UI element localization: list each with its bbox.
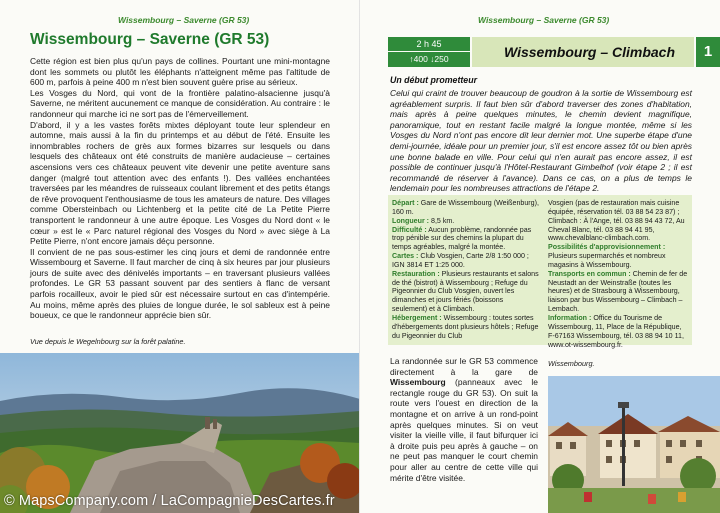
- stage-subhead: Un début prometteur: [390, 75, 477, 85]
- info-item: Restauration : Plusieurs restaurants et salons de thé (bistrot) à Wissembourg ; Refuge du Pigeonnier du Club Vosgien, ouvert les dimanches et jours fériés (boissons seulement) et à Climbach.: [392, 269, 539, 314]
- paragraph: D'abord, il y a les vastes forêts mixtes déployant toute leur splendeur en automne, mais aussi à la fin du printemps et au début de l'été. Ensuite les innombrables rochers de grès aux formes bizarres sur lesquels ou dans lesquels des châteaux ont été construits de manière audacieuse – certaines ascensions vers ces châteaux peuvent vite devenir une petite aventure sans danger (malgré tout attention avec des enfants !). Des vallées enchantées traversées par les méandres de ruisseaux coulant librement et des petits étangs de rêve provoquent l'enthousiasme de tous les amateurs de nature. Des villages comme Obersteinbach ou Lichtenberg et la petite cité de La Petite Pierre transportent le randonneur à une autre époque. Les Vosges du Nord dont « le cœur » est le « Parc naturel régional des Vosges du Nord » avec siège à La Petite Pierre, n'ont encore jamais déçu personne.: [30, 119, 330, 247]
- stage-number: 1: [696, 37, 720, 67]
- wissembourg-square-photo: [548, 376, 720, 513]
- info-column-left: [392, 199, 540, 341]
- photo-caption: Vue depuis le Wegelnbourg sur la forêt palatine.: [30, 337, 186, 346]
- paragraph: Cette région est bien plus qu'un pays de collines. Pourtant une mini-montagne dont les sommets ou plutôt les éléphants n'atteignent même pas l'altitude de 600 m, parfois à peine 400 m n'est bien souvent guère prise au sérieux.: [30, 56, 330, 88]
- info-item: Vosgien (pas de restauration mais cuisine équipée, réservation tél. 03 88 54 23 87) ; Climbach : À l'Ange, tél. 03 88 94 43 72, Au Cheval Blanc, tél. 03 88 94 41 95, www.chevalblanc-climbach.com.: [548, 199, 685, 243]
- route-description: La randonnée sur le GR 53 commence directement à la gare de Wissembourg (panneaux avec le rectangle rouge du GR 53). On suit la route vers l'ouest en direction de la montagne et on arrive à un rond-point après quelques minutes. Si on veut visiter la vieille ville, il faut bifurquer ici à droite puis peu après à gauche – on ne peut pas manquer le court chemin pour aller au centre de cette ville qui mérite d'être visitée.: [390, 356, 538, 483]
- left-body-text: [30, 56, 330, 321]
- castle-ruins-photo: [0, 353, 360, 513]
- route-bold-word: Wissembourg: [390, 377, 446, 388]
- duration-badge: 2 h 45: [388, 37, 470, 51]
- info-item: Transports en commun : Chemin de fer de Neustadt an der Weinstraße (toutes les heures) et de Strasbourg à Wissembourg, liaison par bus Wissembourg – Climbach – Lembach.: [548, 269, 688, 314]
- stage-intro: Celui qui craint de trouver beaucoup de goudron à la sortie de Wissembourg est agréablement surpris. Il faut bien sûr d'abord traverser des zones d'habitation, mais après à peine quelques minutes, le chemin devient magnifique, panoramique, tout en restant facile malgré la longue montée, même si les Vosges du Nord n'ont pas encore dit leur dernier mot. Une superbe étape d'une demi-journée, idéale pour un premier jour, s'il est encore assez tôt ou bien après une bonne balade en ville. Pour celui qui n'en aurait pas encore assez, il est possible de continuer jusqu'à l'Hôtel-Restaurant Gimbelhof (voir étape 2 ; il est recommandé de réserver à l'avance). Dans ce cas, on a plus de temps le lendemain pour les nombreuses attractions de l'étape 2.: [390, 88, 692, 194]
- stage-title: Wissembourg – Climbach: [504, 44, 676, 60]
- info-item: Difficulté : Aucun problème, randonnée pas trop pénible sur des chemins la plupart du temps agréables, malgré la montée.: [392, 225, 532, 252]
- info-item: Hébergement : Wissembourg : toutes sortes d'hébergements dont plusieurs hôtels ; Refuge du Pigeonnier du Club: [392, 313, 539, 340]
- running-head: Wissembourg – Saverne (GR 53): [118, 15, 250, 25]
- stage-stats: [388, 37, 470, 67]
- elevation-badge: ↑400 ↓250: [388, 52, 470, 67]
- info-item: Longueur : 8,5 km.: [392, 216, 455, 225]
- photo-caption: Wissembourg.: [548, 359, 595, 368]
- info-item: Possibilités d'approvisionnement : Plusieurs supermarchés et nombreux magasins à Wissembourg.: [548, 243, 666, 269]
- paragraph: Les Vosges du Nord, qui vont de la frontière palatino-alsacienne jusqu'à Saverne, ne méritent aucunement ce manque de considération. Au contraire : le randonneur qui marche ici ne sort pas de l'émerveillement.: [30, 87, 330, 119]
- info-column-right: [548, 199, 690, 349]
- info-item: Information : Office du Tourisme de Wissembourg, 11, Place de la République, F-67163 Wissembourg, tél. 03 88 94 10 11, www.ot-wissembourg.fr.: [548, 313, 684, 349]
- info-item: Cartes : Club Vosgien, Carte 2/8 1:50 000 ; IGN 3814 ET 1:25 000.: [392, 252, 529, 269]
- paragraph: Il convient de ne pas sous-estimer les cinq jours et demi de randonnée entre Wissembourg et Saverne. Il faut marcher de cinq à six heures par jour plusieurs jours de suite avec des dénivelés importants – en traversant plusieurs vallées profondes. Le GR 53 passant souvent par des sentiers à flanc de versant parfois rocailleux, avoir le pied sûr est nécessaire surtout en cas d'intempérie. Au moins, même après des pluies de longue durée, le sol sableux est à peine boueux, ce que le randonneur apprécie bien sûr.: [30, 246, 330, 321]
- right-page: [360, 0, 720, 513]
- info-item: Départ : Gare de Wissembourg (Weißenburg), 160 m.: [392, 199, 539, 216]
- section-title: Wissembourg – Saverne (GR 53): [30, 31, 270, 48]
- running-head: Wissembourg – Saverne (GR 53): [478, 15, 610, 25]
- copyright-watermark: © MapsCompany.com / LaCompagnieDesCartes.fr: [4, 493, 335, 509]
